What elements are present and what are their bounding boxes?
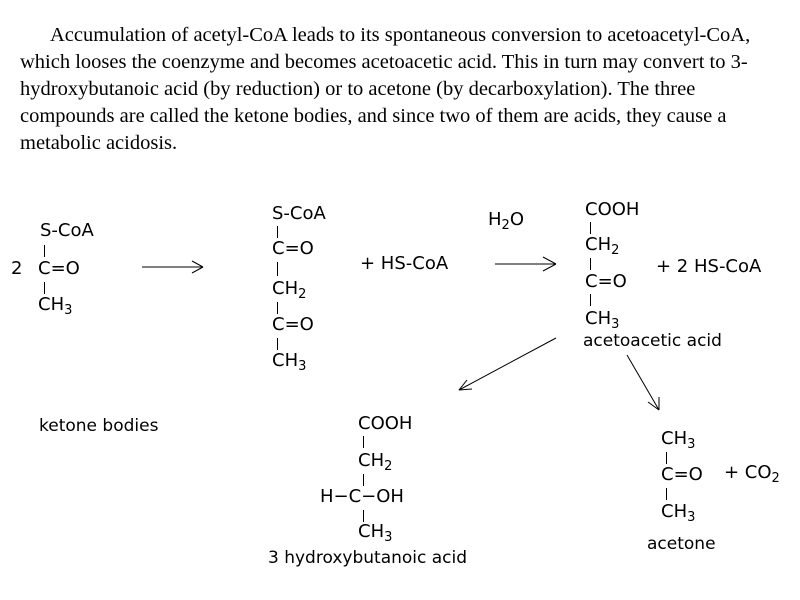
acetone-label: acetone [647,534,716,554]
acetone-carbonyl: C=O [661,464,703,485]
reactant-carbonyl: C=O [38,258,80,279]
acetoacetyl-scoa: S-CoA [272,203,326,224]
intro-paragraph: Accumulation of acetyl-CoA leads to its spontaneous conversion to acetoacetyl-CoA, which looses the coenzyme and becomes acetoacetic acid. This in turn may convert to 3-hydroxybutanoic acid (by reduction) or to acetone (by decarboxylation). The three compounds are called the ketone bodies, and since two of them are acids, they cause a metabolic acidosis. [20,24,751,154]
ketone-bodies-label: ketone bodies [39,416,159,436]
plus-co2: + $CO_2$ [724,462,780,486]
hydroxy-label: 3 hydroxybutanoic acid [268,548,468,568]
hydroxy-carboxyl: COOH [358,413,413,434]
acetoacetic-carboxyl: COOH [585,199,640,220]
acetoacetyl-carbonyl-2: C=O [272,314,314,335]
water-label: $H_2O$ [488,209,524,233]
arrow-condensation [142,261,203,273]
arrow-reduction [459,338,556,390]
acetoacetic-methylene: $CH_2$ [585,234,620,258]
acetoacetyl-carbonyl-1: C=O [272,238,314,259]
acetone-methyl-top: $CH_3$ [661,428,696,452]
acetoacetyl-methyl: $CH_3$ [272,350,307,374]
reactant-scoa: S-CoA [40,220,94,241]
plus-hscoa: + HS-CoA [360,253,449,274]
arrow-decarboxylation [627,355,659,410]
acetoacetic-label: acetoacetic acid [583,331,722,351]
acetoacetyl-methylene: $CH_2$ [272,278,307,302]
hydroxy-carbinol: H−C−OH [320,486,404,507]
hydroxy-methylene: $CH_2$ [358,450,393,474]
acetoacetic-methyl: $CH_3$ [585,308,620,332]
acetoacetic-carbonyl: C=O [585,271,627,292]
arrow-hydrolysis [495,257,556,271]
acetone-methyl-bottom: $CH_3$ [661,501,696,525]
plus-2hscoa: + 2 HS-CoA [656,256,762,277]
reactant-coefficient: 2 [11,258,23,279]
reactant-methyl: $CH_3$ [38,294,73,318]
hydroxy-methyl: $CH_3$ [358,521,393,545]
